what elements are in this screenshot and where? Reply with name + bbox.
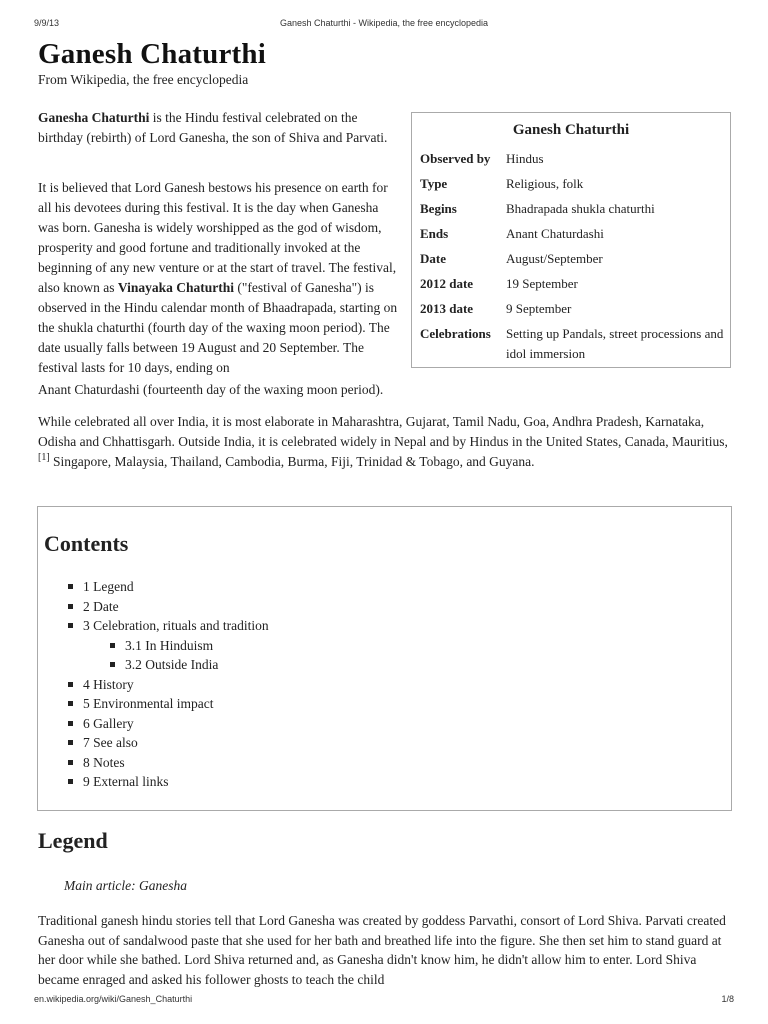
print-date: 9/9/13 <box>34 18 60 28</box>
infobox-value: Religious, folk <box>506 176 584 191</box>
infobox-value: Bhadrapada shukla chaturthi <box>506 201 655 216</box>
toc-link[interactable]: 1 Legend <box>83 579 134 594</box>
toc-item[interactable] <box>110 655 218 674</box>
bullet-icon <box>68 740 73 745</box>
toc-link[interactable]: 9 External links <box>83 774 169 789</box>
infobox-label: 2012 date <box>420 276 474 291</box>
infobox-label: Celebrations <box>420 326 491 341</box>
print-url: en.wikipedia.org/wiki/Ganesh_Chaturthi <box>34 994 193 1004</box>
infobox-label: Date <box>420 251 446 266</box>
toc-item[interactable] <box>68 733 138 752</box>
infobox-label: Observed by <box>420 151 491 166</box>
toc-link[interactable]: 7 See also <box>83 735 138 750</box>
bullet-icon <box>68 760 73 765</box>
toc-link[interactable]: 3.1 In Hinduism <box>125 637 214 653</box>
infobox-value: 19 September <box>506 276 578 291</box>
toc-item[interactable] <box>68 577 134 596</box>
toc-link[interactable]: 2 Date <box>83 598 119 614</box>
infobox <box>411 112 731 368</box>
bullet-icon <box>68 701 73 706</box>
toc-item[interactable] <box>68 772 168 791</box>
toc-link[interactable]: 3 Celebration, rituals and tradition <box>83 618 269 633</box>
infobox-value: 9 September <box>506 301 572 316</box>
infobox-label: Type <box>420 176 448 191</box>
bullet-icon <box>68 584 73 589</box>
bullet-icon <box>68 682 73 687</box>
intro-paragraph-2 <box>38 178 398 378</box>
toc-link[interactable]: 4 History <box>83 676 134 692</box>
tagline: From Wikipedia, the free encyclopedia <box>38 72 249 87</box>
infobox-title: Ganesh Chaturthi <box>512 122 630 138</box>
print-page-number: 1/8 <box>721 994 734 1004</box>
toc-link[interactable]: 3.2 Outside India <box>125 657 219 672</box>
toc-item[interactable] <box>68 694 213 713</box>
infobox-value: Hindus <box>506 151 544 166</box>
bullet-icon <box>110 662 115 667</box>
bullet-icon <box>68 721 73 726</box>
bullet-icon <box>110 643 115 648</box>
intro-bold-term: Ganesha Chaturthi <box>38 110 150 125</box>
toc-item[interactable] <box>68 597 119 616</box>
toc-item[interactable] <box>68 616 269 635</box>
bullet-icon <box>68 779 73 784</box>
infobox-label: 2013 date <box>420 301 474 316</box>
toc-item[interactable] <box>68 753 125 772</box>
toc-item[interactable] <box>68 675 134 694</box>
page-title: Ganesh Chaturthi <box>38 38 266 70</box>
infobox-label: Ends <box>420 226 449 241</box>
infobox-value: Setting up Pandals, street processions and idol immersion <box>506 326 724 361</box>
toc-item[interactable] <box>68 714 134 733</box>
intro-paragraph-1 <box>38 108 398 148</box>
intro-text: is the Hindu festival celebrated on the birthday (rebirth) of Lord Ganesha, the son of Shiva and Parvati. <box>38 110 388 145</box>
toc-link[interactable]: 5 Environmental impact <box>83 696 214 711</box>
intro-text: While celebrated all over India, it is most elaborate in Maharashtra, Gujarat, Tamil Nadu, Goa, Andhra Pradesh, Karnataka, Odisha and Chhattisgarh. Outside India, it is celebrated widely in Nepal and by Hindus in the United States, Canada, Mauritius, <box>38 414 728 449</box>
intro-bold-term: Vinayaka Chaturthi <box>117 280 235 295</box>
intro-paragraph-3 <box>38 412 734 472</box>
infobox-value: Anant Chaturdashi <box>506 226 604 241</box>
infobox-value: August/September <box>506 251 603 266</box>
print-header <box>0 14 768 28</box>
intro-paragraph-2-tail: Anant Chaturdashi (fourteenth day of the waxing moon period). <box>38 382 384 397</box>
intro-text: It is believed that Lord Ganesh bestows his presence on earth for all his devotees during this festival. It is the day when Ganesha was born. Ganesha is widely worshipped as the god of wisdom, prosperity and good fortune and traditionally invoked at the beginning of any new venture or at the start of travel. The festival, also known as <box>38 180 397 295</box>
table-of-contents <box>37 506 732 811</box>
toc-link[interactable]: 6 Gallery <box>83 715 134 731</box>
toc-title: Contents <box>44 531 129 556</box>
main-article-link[interactable]: Ganesha <box>138 878 187 893</box>
main-article-hatnote <box>64 878 187 894</box>
reference-link[interactable]: [1] <box>38 452 50 463</box>
hatnote-prefix: Main article: <box>64 878 139 893</box>
toc-link[interactable]: 8 Notes <box>83 754 125 770</box>
intro-text: ("festival of Ganesha") is observed in the Hindu calendar month of Bhaadrapada, starting on the shukla chaturthi (fourth day of the waxing moon period). The date usually falls between 19 August and 20 September. The festival lasts for 10 days, ending on <box>38 280 398 375</box>
toc-item[interactable] <box>110 636 213 655</box>
print-page-title: Ganesh Chaturthi - Wikipedia, the free encyclopedia <box>279 18 489 28</box>
legend-paragraph: Traditional ganesh hindu stories tell that Lord Ganesha was created by goddess Parvathi, consort of Lord Shiva. Parvati created Ganesha out of sandalwood paste that she used for her bath and breathed life into the figure. She then set him to stand guard at her door while she bathed. Lord Shiva returned and, as Ganesha didn't know him, he didn't allow him to enter. Lord Shiva became enraged and asked his follower ghosts to teach the child <box>38 913 726 987</box>
section-heading-legend: Legend <box>38 828 108 853</box>
infobox-label: Begins <box>420 201 457 216</box>
bullet-icon <box>68 623 73 628</box>
intro-text: Singapore, Malaysia, Thailand, Cambodia, Burma, Fiji, Trinidad & Tobago, and Guyana. <box>49 454 535 469</box>
bullet-icon <box>68 604 73 609</box>
